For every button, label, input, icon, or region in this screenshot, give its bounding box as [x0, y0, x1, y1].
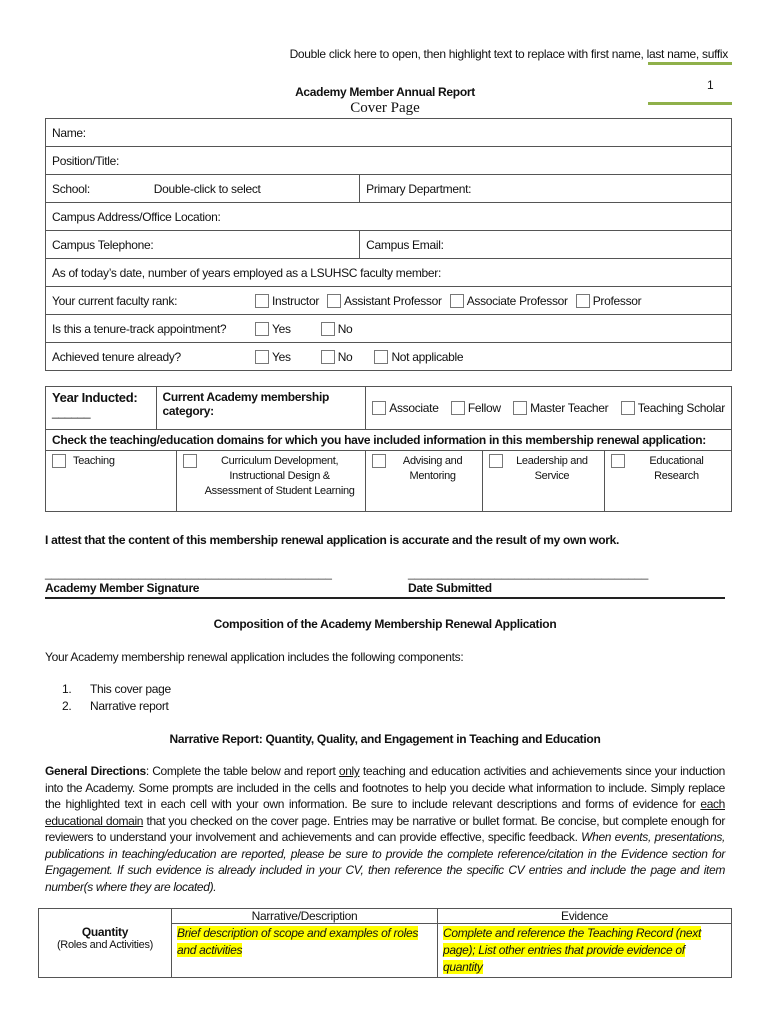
date-line[interactable]: ____________________________________	[408, 566, 649, 580]
checkbox-icon[interactable]	[489, 454, 503, 468]
category-master-teacher[interactable]: Master Teacher	[513, 401, 608, 415]
faculty-rank-row	[46, 287, 732, 315]
domain-curriculum[interactable]: Curriculum Development, Instructional Design & Assessment of Student Learning	[177, 451, 365, 511]
year-inducted-blank[interactable]: ______	[52, 405, 91, 419]
composition-intro: Your Academy membership renewal application includes the following components:	[45, 650, 464, 664]
table-corner	[39, 909, 172, 924]
quantity-evidence-cell[interactable]	[438, 924, 732, 978]
tenure-yes[interactable]: Yes	[255, 350, 291, 364]
general-directions: General Directions: Complete the table below and report only teaching and education activities and achievements since your induction into the Academy. Some prompts are included in the cells and footnotes to help you decide what information to include. Simply replace the highlighted text in each cell with your own information. Be sure to include relevant descriptions and forms of evidence for each educational domain that you checked on the cover page. Entries may be narrative or bullet format. Be concise, but complete enough for reviewers to understand your involvement and achievements and can provide effective, specific feedback. When events, presentations, publications in teaching/education are reported, please be sure to provide the complete reference/citation in the Evidence section for Engagement. If such evidence is already included in your CV, then reference the specific CV entries and include the page and item number(s where they are located).	[45, 764, 726, 894]
faculty-rank-label: Your current faculty rank:	[52, 293, 178, 308]
domain-teaching[interactable]: Teaching	[46, 451, 177, 511]
domains-heading: Check the teaching/education domains for which you have included information in this membership renewal application:	[46, 430, 732, 451]
report-title: Academy Member Annual Report	[295, 85, 475, 99]
checkbox-icon[interactable]	[183, 454, 197, 468]
list-item: 1. This cover page	[62, 682, 171, 696]
year-inducted-label: Year Inducted:	[52, 390, 138, 405]
checkbox-icon[interactable]	[450, 294, 464, 308]
checkbox-icon[interactable]	[255, 350, 269, 364]
membership-category-options	[366, 387, 732, 430]
tenure-track-row	[46, 315, 732, 343]
checkbox-icon[interactable]	[321, 350, 335, 364]
header-instruction[interactable]: Double click here to open, then highlight text to replace with first name, last name, suffix	[289, 47, 728, 61]
tenure-track-label: Is this a tenure-track appointment?	[52, 321, 227, 336]
narrative-prompt[interactable]: Brief description of scope and examples of roles and activities	[177, 926, 419, 957]
signature-label: Academy Member Signature	[45, 581, 200, 595]
components-list	[62, 681, 171, 715]
year-inducted-cell[interactable]	[46, 387, 157, 430]
domain-research[interactable]: Educational Research	[604, 451, 731, 512]
membership-table	[45, 386, 732, 512]
rank-option-associate-professor[interactable]: Associate Professor	[450, 294, 568, 308]
tenure-label: Achieved tenure already?	[52, 349, 181, 364]
rank-option-instructor[interactable]: Instructor	[255, 294, 319, 308]
domain-row-left	[46, 451, 366, 512]
col-header-evidence: Evidence	[438, 909, 732, 924]
category-fellow[interactable]: Fellow	[451, 401, 501, 415]
report-subtitle: Cover Page	[350, 100, 420, 116]
narrative-title: Narrative Report: Quantity, Quality, and Engagement in Teaching and Education	[169, 732, 601, 746]
checkbox-icon[interactable]	[374, 350, 388, 364]
checkbox-icon[interactable]	[576, 294, 590, 308]
membership-category-label: Current Academy membership category:	[156, 387, 366, 430]
checkbox-icon[interactable]	[321, 322, 335, 336]
position-field[interactable]: Position/Title:	[46, 147, 732, 175]
checkbox-icon[interactable]	[372, 401, 386, 415]
email-field[interactable]: Campus Email:	[360, 231, 732, 259]
domain-leadership[interactable]: Leadership and Service	[482, 451, 604, 512]
evidence-prompt[interactable]: Complete and reference the Teaching Record (next page); List other entries that provide evidence of quantity	[443, 926, 701, 974]
years-employed-field[interactable]: As of today’s date, number of years employed as a LSUHSC faculty member:	[46, 259, 732, 287]
department-field[interactable]: Primary Department:	[360, 175, 732, 203]
page-number: 1	[707, 78, 714, 92]
rank-option-assistant-professor[interactable]: Assistant Professor	[327, 294, 442, 308]
category-associate[interactable]: Associate	[372, 401, 438, 415]
address-field[interactable]: Campus Address/Office Location:	[46, 203, 732, 231]
tenure-track-no[interactable]: No	[321, 322, 353, 336]
domain-advising[interactable]: Advising and Mentoring	[366, 451, 483, 512]
checkbox-icon[interactable]	[327, 294, 341, 308]
attestation-statement: I attest that the content of this membership renewal application is accurate and the result of my own work.	[45, 533, 620, 547]
report-table	[38, 908, 732, 978]
checkbox-icon[interactable]	[255, 322, 269, 336]
name-field[interactable]: Name:	[46, 119, 732, 147]
checkbox-icon[interactable]	[611, 454, 625, 468]
checkbox-icon[interactable]	[52, 454, 66, 468]
category-teaching-scholar[interactable]: Teaching Scholar	[621, 401, 725, 415]
rank-option-professor[interactable]: Professor	[576, 294, 642, 308]
composition-title: Composition of the Academy Membership Renewal Application	[213, 617, 557, 631]
checkbox-icon[interactable]	[621, 401, 635, 415]
school-select[interactable]: Double-click to select	[148, 175, 360, 203]
section-divider	[45, 597, 725, 599]
header-accent-line	[648, 62, 732, 65]
checkbox-icon[interactable]	[372, 454, 386, 468]
checkbox-icon[interactable]	[513, 401, 527, 415]
tenure-track-yes[interactable]: Yes	[255, 322, 291, 336]
date-submitted-label: Date Submitted	[408, 581, 492, 595]
telephone-field[interactable]: Campus Telephone:	[46, 231, 360, 259]
tenure-not-applicable[interactable]: Not applicable	[374, 350, 463, 364]
tenure-no[interactable]: No	[321, 350, 353, 364]
checkbox-icon[interactable]	[255, 294, 269, 308]
cover-info-table	[45, 118, 732, 371]
signature-line[interactable]: ___________________________________________	[45, 566, 332, 580]
school-label: School:	[46, 175, 148, 203]
col-header-narrative: Narrative/Description	[172, 909, 438, 924]
quantity-narrative-cell[interactable]	[172, 924, 438, 978]
list-item: 2. Narrative report	[62, 699, 169, 713]
checkbox-icon[interactable]	[451, 401, 465, 415]
tenure-row	[46, 343, 732, 371]
row-header-quantity: Quantity (Roles and Activities)	[39, 924, 172, 978]
